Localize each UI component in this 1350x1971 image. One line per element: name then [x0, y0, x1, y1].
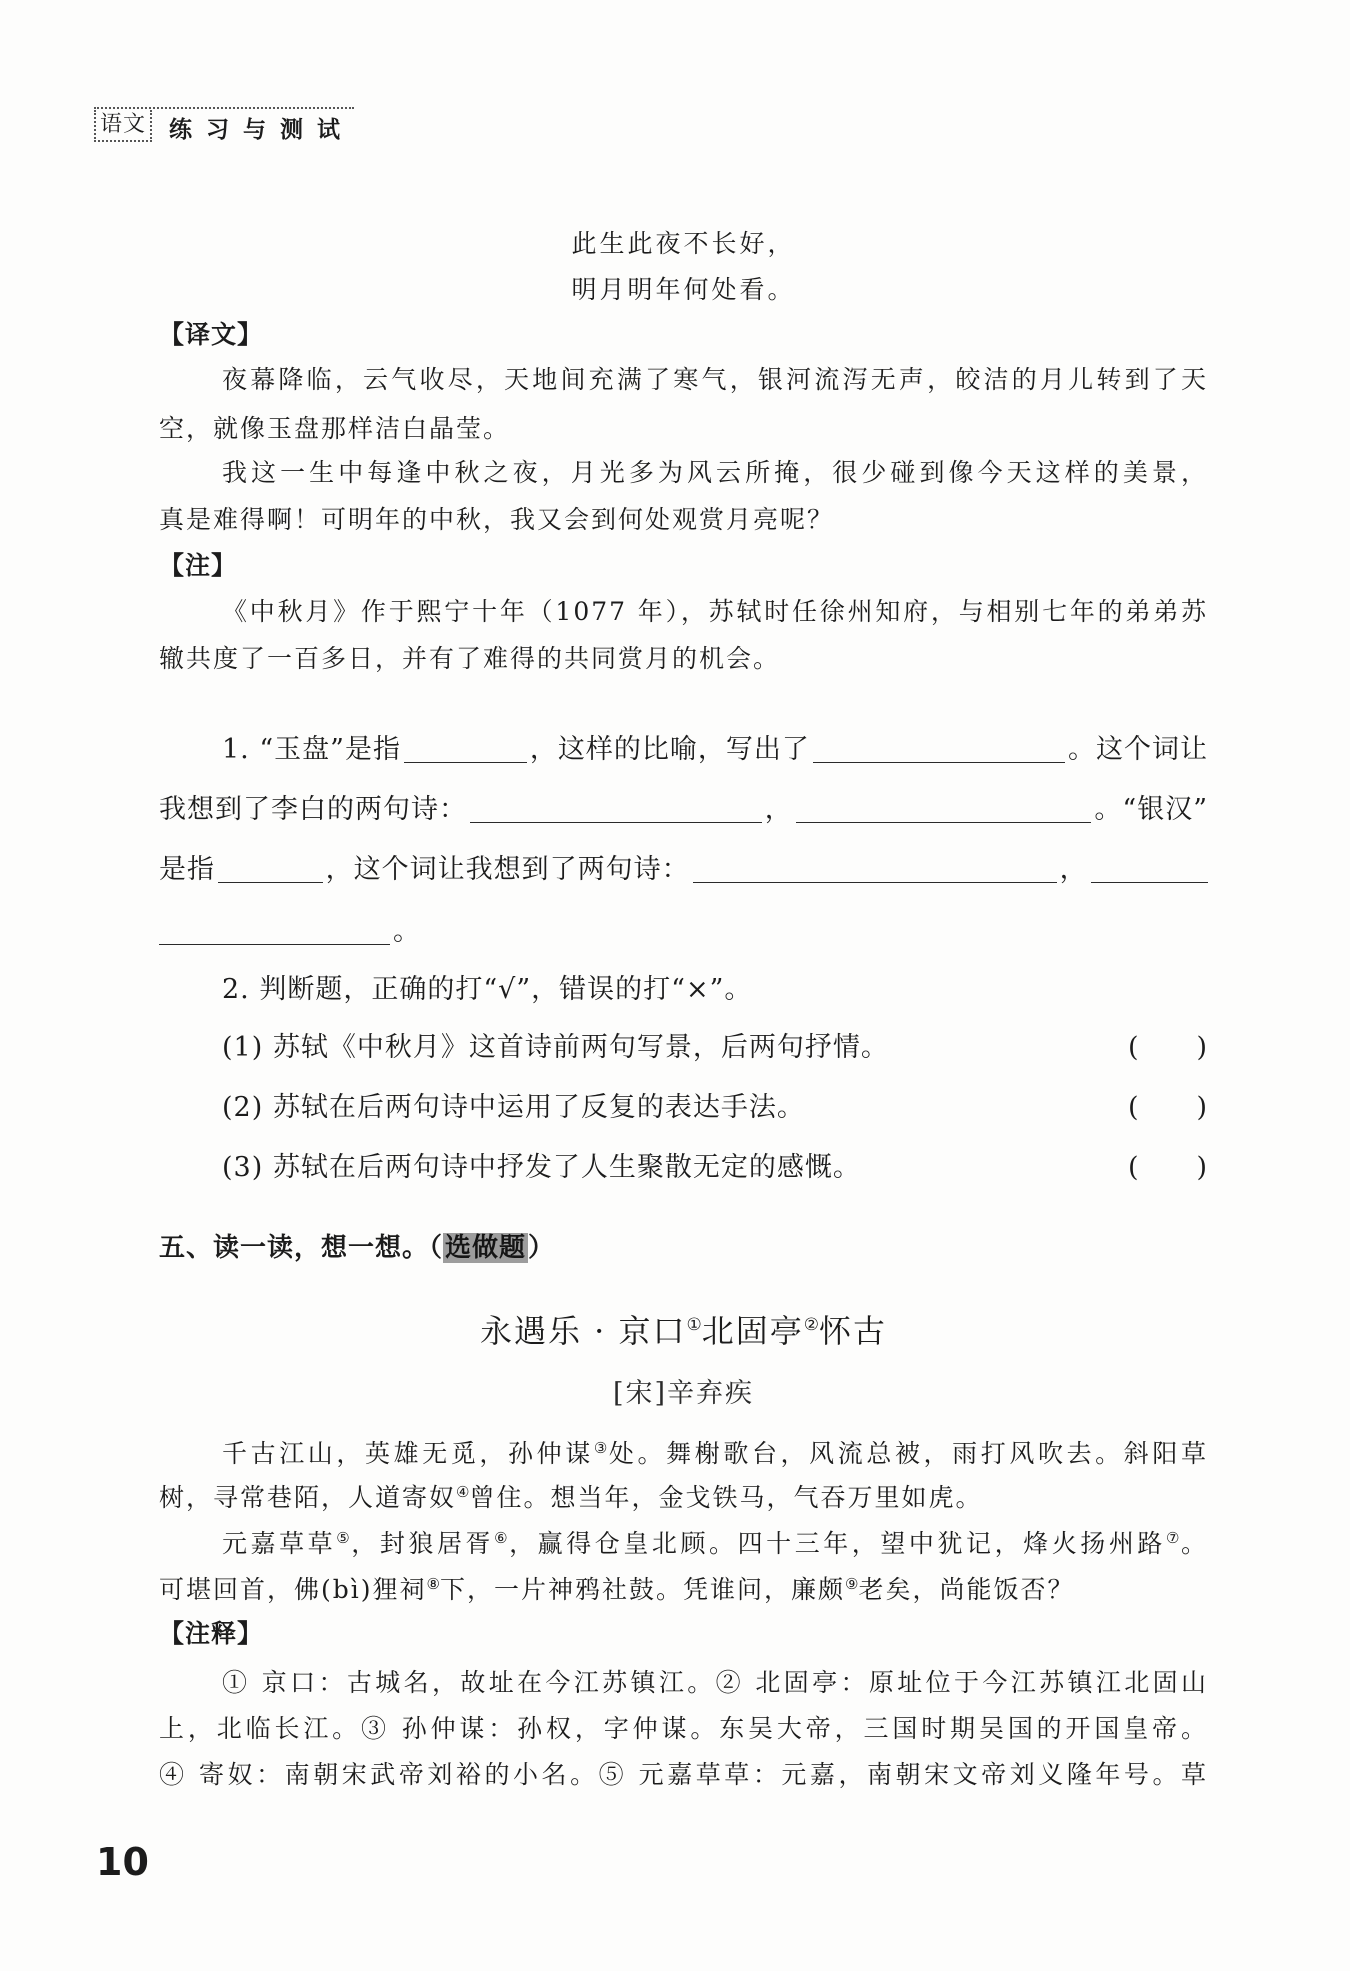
judgment-item: [159, 1144, 1208, 1192]
poem-title: [159, 1303, 1208, 1359]
answer-blank: [404, 743, 527, 763]
judgment-item: [159, 1084, 1208, 1132]
poem-line: [159, 1567, 1208, 1613]
poem-text: 曾住。想当年，金戈铁马，气吞万里如虎。: [469, 1483, 983, 1512]
annotation-line: 上，北临长江。③ 孙仲谋：孙权，字仲谋。东吴大帝，三国时期吴国的开国皇帝。: [159, 1714, 1208, 1743]
note-marker: ④: [456, 1483, 470, 1501]
section-heading-text: 五、读一读，想一想。（: [159, 1233, 444, 1263]
page-number: 10: [96, 1840, 149, 1884]
judgment-item: [159, 1024, 1208, 1072]
section-heading-end: ）: [528, 1233, 556, 1263]
paren-close: ): [1196, 1092, 1208, 1123]
question-1-text: 1. “玉盘”是指: [222, 734, 401, 765]
poem-text: ，赢得仓皇北顾。四十三年，望中犹记，烽火扬州路: [509, 1529, 1166, 1558]
answer-parentheses: [1128, 1144, 1208, 1192]
note-marker: ③: [593, 1439, 609, 1457]
judgment-statement: (3) 苏轼在后两句诗中抒发了人生聚散无定的感慨。: [222, 1152, 861, 1183]
poem-ending-line: 此生此夜不长好，: [571, 229, 796, 258]
answer-blank: [159, 925, 390, 945]
poem-title-text: 永遇乐 · 京口: [479, 1312, 687, 1350]
paren-close: ): [1196, 1032, 1208, 1063]
note-label: 【注】: [159, 551, 238, 580]
question-1-text: 我想到了李白的两句诗：: [159, 794, 467, 825]
paren-open: (: [1128, 1032, 1140, 1063]
poem-text: 树，寻常巷陌，人道寄奴: [159, 1483, 457, 1512]
judgment-statement: (1) 苏轼《中秋月》这首诗前两句写景，后两句抒情。: [222, 1032, 889, 1063]
poem-text: 。: [1180, 1529, 1208, 1558]
translation-line: 空，就像玉盘那样洁白晶莹。: [159, 414, 511, 443]
translation-line: 夜幕降临，云气收尽，天地间充满了寒气，银河流泻无声，皎洁的月儿转到了天: [222, 365, 1208, 394]
note-marker: ②: [803, 1315, 820, 1335]
question-1-line: [159, 908, 1208, 956]
question-1-text: 是指: [159, 854, 215, 885]
answer-parentheses: [1128, 1084, 1208, 1132]
judgment-statement: (2) 苏轼在后两句诗中运用了反复的表达手法。: [222, 1092, 805, 1123]
answer-blank: [1091, 863, 1208, 883]
question-1-line: [159, 726, 1208, 774]
question-2-prompt-row: [159, 966, 1208, 1014]
poem-line: [159, 1475, 1208, 1521]
annotation-line: ④ 寄奴：南朝宋武帝刘裕的小名。⑤ 元嘉草草：元嘉，南朝宋文帝刘义隆年号。草: [159, 1760, 1208, 1789]
question-1-text: ，: [1059, 854, 1088, 885]
question-1-text: 。“银汉”: [1094, 794, 1208, 825]
paren-open: (: [1128, 1152, 1140, 1183]
note-marker: ⑦: [1165, 1529, 1181, 1547]
poem-title-text: 北固亭: [701, 1312, 804, 1350]
question-1-text: 。这个词让: [1068, 734, 1208, 765]
header-subject: 语文: [94, 110, 152, 142]
translation-label: 【译文】: [159, 320, 264, 349]
poem-line: [159, 1521, 1208, 1567]
question-1-line: [159, 786, 1208, 834]
poem-author: [宋]辛弃疾: [612, 1378, 755, 1409]
translation-line: 我这一生中每逢中秋之夜，月光多为风云所掩，很少碰到像今天这样的美景，: [222, 458, 1208, 487]
answer-blank: [218, 863, 323, 883]
annotation-line: ① 京口：古城名，故址在今江苏镇江。② 北固亭：原址位于今江苏镇江北固山: [222, 1668, 1208, 1697]
poem-title-text: 怀古: [819, 1312, 888, 1350]
answer-blank: [470, 803, 762, 823]
question-1-text: ，这样的比喻，写出了: [529, 734, 810, 765]
poem-text: 处。舞榭歌台，风流总被，雨打风吹去。斜阳草: [608, 1439, 1208, 1468]
answer-parentheses: [1128, 1024, 1208, 1072]
poem-text: 老矣，尚能饭否？: [858, 1575, 1075, 1604]
annotations-label: 【注释】: [159, 1619, 264, 1648]
note-marker: ⑨: [844, 1575, 859, 1593]
question-1-text: ，这个词让我想到了两句诗：: [325, 854, 690, 885]
section-five-heading: [159, 1225, 555, 1271]
question-2-prompt: 2. 判断题，正确的打“√”，错误的打“×”。: [222, 974, 753, 1005]
note-marker: ①: [686, 1315, 702, 1335]
poem-line: [159, 1431, 1208, 1477]
optional-tag: 选做题: [445, 1233, 527, 1263]
paren-open: (: [1128, 1092, 1140, 1123]
question-1-line: [159, 846, 1208, 894]
note-marker: ⑧: [426, 1575, 440, 1593]
header-book-title: 练习与测试: [169, 117, 354, 143]
note-marker: ⑥: [494, 1529, 510, 1547]
poem-text: 千古江山，英雄无觅，孙仲谋: [222, 1439, 594, 1468]
translation-line: 真是难得啊！可明年的中秋，我又会到何处观赏月亮呢？: [159, 505, 835, 534]
poem-text: 下，一片神鸦社鼓。凭谁问，廉颇: [439, 1575, 845, 1604]
answer-blank: [796, 803, 1092, 823]
poem-text: ，封狼居胥: [351, 1529, 495, 1558]
question-1-text: ，: [764, 794, 793, 825]
note-line: 《中秋月》作于熙宁十年（1077 年），苏轼时任徐州知府，与相别七年的弟弟苏: [222, 597, 1208, 626]
note-marker: ⑤: [336, 1529, 352, 1547]
paren-close: ): [1196, 1152, 1208, 1183]
question-1-text: 。: [393, 916, 421, 947]
header-dotted-rule: [94, 107, 354, 109]
poem-text: 元嘉草草: [222, 1529, 337, 1558]
poem-ending-line: 明月明年何处看。: [571, 275, 796, 304]
answer-blank: [813, 743, 1065, 763]
poem-text: 可堪回首，佛(bì)狸祠: [159, 1575, 427, 1604]
note-line: 辙共度了一百多日，并有了难得的共同赏月的机会。: [159, 644, 781, 673]
answer-blank: [693, 863, 1057, 883]
